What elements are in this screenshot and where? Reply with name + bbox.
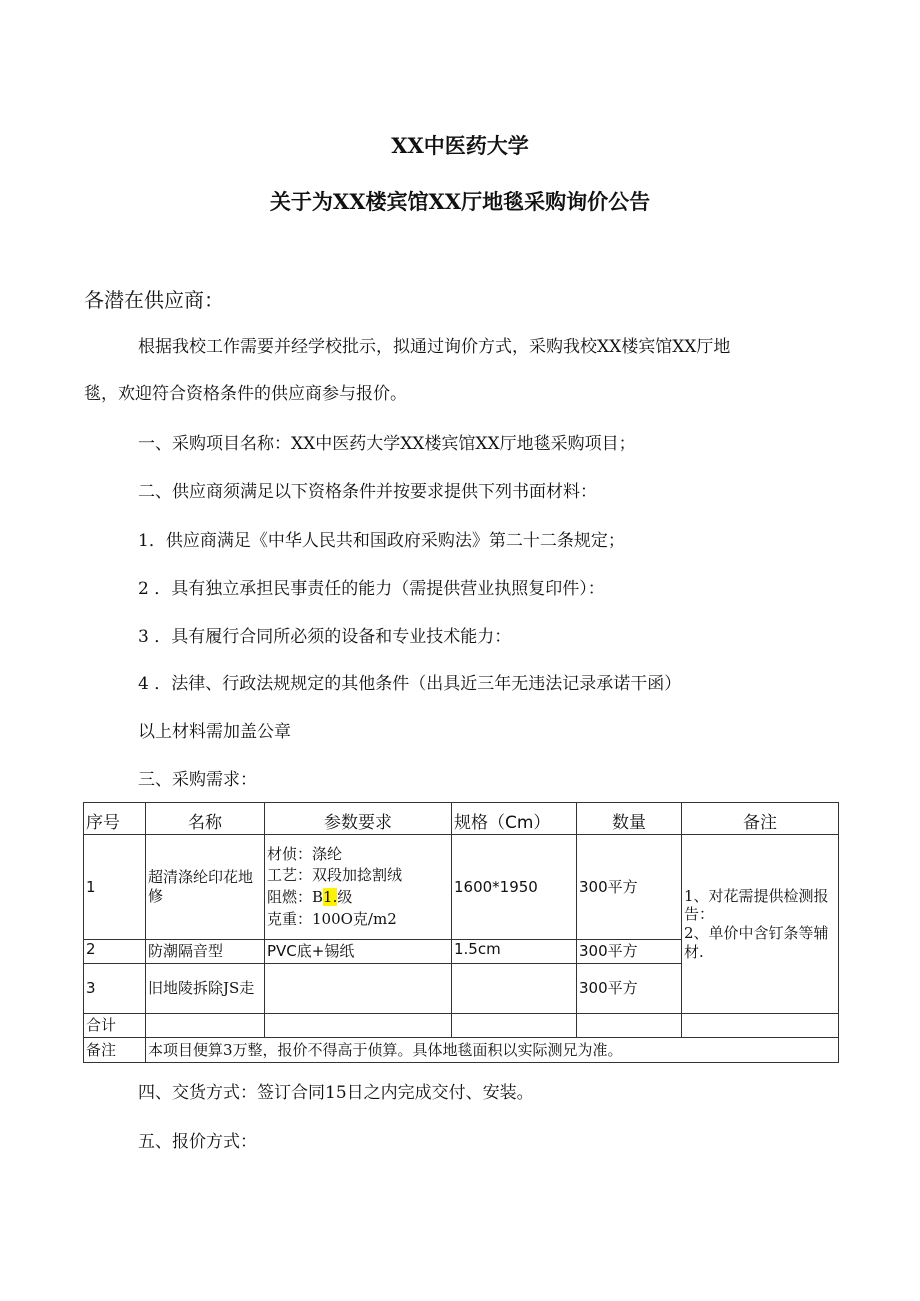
row-params [265, 835, 452, 940]
row-spec: 1600*1950 [452, 835, 577, 940]
param-process: 工艺：双段加捻割绒 [267, 866, 403, 885]
item-3: 三、采购需求： [138, 770, 257, 790]
total-cell-empty [265, 1014, 452, 1038]
row-name: 防潮隔音型 [146, 940, 265, 964]
title-line-2: 关于为XX楼宾馆XX厅地毯采购询价公告 [269, 189, 651, 214]
total-cell-empty [682, 1014, 839, 1038]
header-name: 名称 [146, 803, 265, 835]
row-no: 1 [84, 835, 146, 940]
row-name: 旧地陵拆除JS走 [146, 964, 265, 1014]
row-no: 3 [84, 964, 146, 1014]
procurement-table [83, 802, 839, 1063]
total-label: 合计 [84, 1014, 146, 1038]
row-spec-empty [452, 964, 577, 1014]
row-params-empty [265, 964, 452, 1014]
param-material: 材侦：涤纶 [267, 844, 343, 863]
table-row [84, 835, 839, 940]
greeting: 各潜在供应商： [84, 288, 224, 312]
header-remark: 备注 [682, 803, 839, 835]
item-2: 二、供应商须满足以下资格条件并按要求提供下列书面材料： [138, 482, 597, 502]
intro-line-2: 毯，欢迎符合资格条件的供应商参与报价。 [84, 384, 407, 404]
header-spec: 规格（Cm） [452, 803, 577, 835]
table-header-row [84, 803, 839, 835]
note-text: 本项目便算3万整，报价不得高于侦算。具体地毯面积以实际测兄为准。 [146, 1038, 839, 1063]
row-qty: 300平方 [577, 964, 682, 1014]
stamp-note: 以上材料需加盖公章 [138, 722, 291, 742]
row-name: 超清涤纶印花地修 [146, 835, 265, 940]
row-no: 2 [84, 940, 146, 964]
total-cell-empty [577, 1014, 682, 1038]
table-total-row [84, 1014, 839, 1038]
param-weight: 克重：100O克/m2 [267, 909, 397, 928]
requirement-4: 4 ．法律、行政法规规定的其他条件（出具近三年无违法记录承诺干函） [138, 674, 682, 694]
requirement-3: 3 ．具有履行合同所必须的设备和专业技术能力： [138, 627, 512, 647]
row-params: PVC底+锡纸 [265, 940, 452, 964]
table-note-row [84, 1038, 839, 1063]
requirement-2: 2 ．具有独立承担民事责任的能力（需提供营业执照复印件）： [138, 579, 605, 599]
title-line-1: XX中医药大学 [391, 133, 529, 158]
row-qty: 300平方 [577, 835, 682, 940]
intro-line-1: 根据我校工作需要并经学校批示，拟通过询价方式，采购我校XX楼宾馆XX厅地 [138, 337, 731, 357]
row-spec: 1.5cm [452, 940, 577, 964]
remark-merged: 1、对花需提供检测报告： 2、单价中含钉条等辅材. [682, 835, 839, 1014]
row-qty: 300平方 [577, 940, 682, 964]
total-cell-empty [452, 1014, 577, 1038]
item-5: 五、报价方式： [138, 1132, 257, 1152]
item-1: 一、采购项目名称：XX中医药大学XX楼宾馆XX厅地毯采购项目； [138, 434, 636, 454]
header-params: 参数要求 [265, 803, 452, 835]
header-no: 序号 [84, 803, 146, 835]
param-flame: 阻燃：B1.级 [267, 888, 353, 906]
total-cell-empty [146, 1014, 265, 1038]
item-4: 四、交货方式：签订合同15日之内完成交付、安装。 [138, 1083, 534, 1103]
note-label: 备注 [84, 1038, 146, 1063]
requirement-1: 1．供应商满足《中华人民共和国政府采购法》第二十二条规定； [138, 531, 625, 551]
header-qty: 数量 [577, 803, 682, 835]
